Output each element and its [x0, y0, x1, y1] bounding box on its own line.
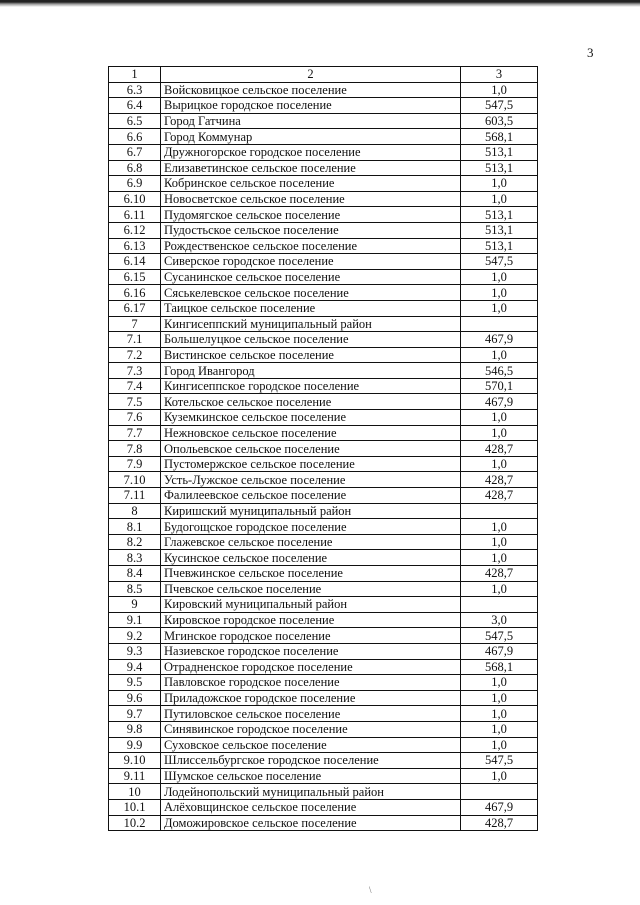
row-number-cell: 9	[109, 597, 161, 613]
table-row	[109, 597, 538, 613]
table-row	[109, 784, 538, 800]
header-col-1: 1	[109, 67, 161, 83]
row-name-cell: Фалилеевское сельское поселение	[161, 488, 461, 504]
row-number-cell: 8.3	[109, 550, 161, 566]
table-row	[109, 144, 538, 160]
row-value-cell: 467,9	[461, 799, 538, 815]
row-number-cell: 7.7	[109, 425, 161, 441]
row-number-cell: 6.3	[109, 82, 161, 98]
row-number-cell: 7.1	[109, 332, 161, 348]
row-value-cell: 513,1	[461, 207, 538, 223]
row-value-cell: 1,0	[461, 534, 538, 550]
row-value-cell: 1,0	[461, 269, 538, 285]
row-name-cell: Котельское сельское поселение	[161, 394, 461, 410]
row-number-cell: 7.3	[109, 363, 161, 379]
row-number-cell: 7.11	[109, 488, 161, 504]
row-number-cell: 9.10	[109, 753, 161, 769]
table-row	[109, 503, 538, 519]
row-value-cell: 1,0	[461, 285, 538, 301]
row-number-cell: 7.5	[109, 394, 161, 410]
row-value-cell: 513,1	[461, 222, 538, 238]
table-row	[109, 690, 538, 706]
row-number-cell: 6.8	[109, 160, 161, 176]
row-number-cell: 6.13	[109, 238, 161, 254]
table-row	[109, 82, 538, 98]
row-name-cell: Пчевское сельское поселение	[161, 581, 461, 597]
row-number-cell: 7.10	[109, 472, 161, 488]
row-number-cell: 6.14	[109, 254, 161, 270]
table-row	[109, 191, 538, 207]
table-row	[109, 410, 538, 426]
row-value-cell: 547,5	[461, 753, 538, 769]
row-value-cell: 428,7	[461, 488, 538, 504]
row-name-cell: Кировское городское поселение	[161, 612, 461, 628]
row-name-cell: Павловское городское поселение	[161, 675, 461, 691]
table-row	[109, 363, 538, 379]
row-number-cell: 7.6	[109, 410, 161, 426]
table-row	[109, 472, 538, 488]
row-name-cell: Город Гатчина	[161, 113, 461, 129]
row-value-cell: 513,1	[461, 160, 538, 176]
row-name-cell: Доможировское сельское поселение	[161, 815, 461, 831]
row-value-cell: 1,0	[461, 456, 538, 472]
row-number-cell: 6.7	[109, 144, 161, 160]
row-name-cell: Елизаветинское сельское поселение	[161, 160, 461, 176]
row-number-cell: 7.4	[109, 378, 161, 394]
row-name-cell: Вырицкое городское поселение	[161, 98, 461, 114]
row-name-cell: Кобринское сельское поселение	[161, 176, 461, 192]
row-name-cell: Глажевское сельское поселение	[161, 534, 461, 550]
row-name-cell: Будогощское городское поселение	[161, 519, 461, 535]
row-value-cell: 467,9	[461, 394, 538, 410]
header-col-3: 3	[461, 67, 538, 83]
row-name-cell: Сиверское городское поселение	[161, 254, 461, 270]
row-value-cell: 1,0	[461, 706, 538, 722]
row-value-cell: 1,0	[461, 721, 538, 737]
table-row	[109, 456, 538, 472]
row-number-cell: 9.7	[109, 706, 161, 722]
table-row	[109, 347, 538, 363]
table-row	[109, 394, 538, 410]
row-value-cell: 428,7	[461, 815, 538, 831]
row-number-cell: 6.15	[109, 269, 161, 285]
row-name-cell: Куземкинское сельское поселение	[161, 410, 461, 426]
row-name-cell: Алёховщинское сельское поселение	[161, 799, 461, 815]
row-name-cell: Город Коммунар	[161, 129, 461, 145]
table-row	[109, 643, 538, 659]
page-number: 3	[587, 45, 594, 60]
row-value-cell: 1,0	[461, 176, 538, 192]
table-row	[109, 285, 538, 301]
row-number-cell: 6.6	[109, 129, 161, 145]
row-name-cell: Город Ивангород	[161, 363, 461, 379]
row-number-cell: 8.4	[109, 566, 161, 582]
table-row	[109, 113, 538, 129]
row-name-cell: Лодейнопольский муниципальный район	[161, 784, 461, 800]
table-row	[109, 441, 538, 457]
row-number-cell: 7.8	[109, 441, 161, 457]
row-name-cell: Пчевжинское сельское поселение	[161, 566, 461, 582]
table-row	[109, 488, 538, 504]
row-value-cell: 1,0	[461, 581, 538, 597]
row-value-cell: 1,0	[461, 550, 538, 566]
row-number-cell: 7.2	[109, 347, 161, 363]
table-row	[109, 799, 538, 815]
table-row	[109, 737, 538, 753]
row-name-cell: Назиевское городское поселение	[161, 643, 461, 659]
row-number-cell: 10	[109, 784, 161, 800]
row-value-cell: 467,9	[461, 332, 538, 348]
table-row	[109, 425, 538, 441]
table-row	[109, 659, 538, 675]
table-row	[109, 238, 538, 254]
row-number-cell: 9.8	[109, 721, 161, 737]
table-row	[109, 566, 538, 582]
row-value-cell: 1,0	[461, 191, 538, 207]
row-name-cell: Усть-Лужское сельское поселение	[161, 472, 461, 488]
table-row	[109, 332, 538, 348]
header-col-2: 2	[161, 67, 461, 83]
row-name-cell: Дружногорское городское поселение	[161, 144, 461, 160]
table-row	[109, 207, 538, 223]
row-number-cell: 6.17	[109, 300, 161, 316]
row-number-cell: 6.9	[109, 176, 161, 192]
row-value-cell: 428,7	[461, 441, 538, 457]
row-value-cell: 1,0	[461, 347, 538, 363]
table-row	[109, 300, 538, 316]
row-value-cell	[461, 316, 538, 332]
row-name-cell: Кусинское сельское поселение	[161, 550, 461, 566]
row-value-cell: 1,0	[461, 410, 538, 426]
table-row	[109, 753, 538, 769]
row-number-cell: 9.5	[109, 675, 161, 691]
row-number-cell: 7	[109, 316, 161, 332]
table-row	[109, 581, 538, 597]
row-number-cell: 6.12	[109, 222, 161, 238]
row-name-cell: Синявинское городское поселение	[161, 721, 461, 737]
row-number-cell: 9.3	[109, 643, 161, 659]
row-name-cell: Новосветское сельское поселение	[161, 191, 461, 207]
allocation-table	[108, 66, 538, 831]
row-value-cell: 568,1	[461, 659, 538, 675]
row-number-cell: 6.16	[109, 285, 161, 301]
table-row	[109, 378, 538, 394]
table-row	[109, 534, 538, 550]
row-number-cell: 9.9	[109, 737, 161, 753]
table-body	[109, 67, 538, 831]
row-number-cell: 6.11	[109, 207, 161, 223]
row-name-cell: Сяськелевское сельское поселение	[161, 285, 461, 301]
row-value-cell	[461, 503, 538, 519]
table-row	[109, 628, 538, 644]
row-value-cell	[461, 597, 538, 613]
row-name-cell: Суховское сельское поселение	[161, 737, 461, 753]
row-name-cell: Пудостьское сельское поселение	[161, 222, 461, 238]
row-name-cell: Кировский муниципальный район	[161, 597, 461, 613]
row-value-cell: 1,0	[461, 300, 538, 316]
row-number-cell: 6.4	[109, 98, 161, 114]
row-number-cell: 9.11	[109, 768, 161, 784]
row-name-cell: Мгинское городское поселение	[161, 628, 461, 644]
row-name-cell: Большелуцкое сельское поселение	[161, 332, 461, 348]
row-value-cell: 546,5	[461, 363, 538, 379]
row-number-cell: 9.4	[109, 659, 161, 675]
row-name-cell: Кингисеппский муниципальный район	[161, 316, 461, 332]
table-row	[109, 706, 538, 722]
table-row	[109, 316, 538, 332]
row-name-cell: Сусанинское сельское поселение	[161, 269, 461, 285]
row-name-cell: Таицкое сельское поселение	[161, 300, 461, 316]
row-name-cell: Кингисеппское городское поселение	[161, 378, 461, 394]
row-value-cell: 547,5	[461, 98, 538, 114]
row-name-cell: Опольевское сельское поселение	[161, 441, 461, 457]
table-row	[109, 222, 538, 238]
row-name-cell: Приладожское городское поселение	[161, 690, 461, 706]
table-row	[109, 815, 538, 831]
row-number-cell: 9.1	[109, 612, 161, 628]
table-header-row	[109, 67, 538, 83]
table-row	[109, 254, 538, 270]
row-number-cell: 8.2	[109, 534, 161, 550]
row-name-cell: Войсковицкое сельское поселение	[161, 82, 461, 98]
row-value-cell: 1,0	[461, 675, 538, 691]
row-value-cell: 428,7	[461, 566, 538, 582]
row-value-cell: 1,0	[461, 425, 538, 441]
row-value-cell: 1,0	[461, 82, 538, 98]
row-name-cell: Путиловское сельское поселение	[161, 706, 461, 722]
row-number-cell: 9.2	[109, 628, 161, 644]
row-value-cell: 1,0	[461, 737, 538, 753]
row-number-cell: 8.5	[109, 581, 161, 597]
row-number-cell: 10.1	[109, 799, 161, 815]
row-value-cell: 1,0	[461, 768, 538, 784]
row-value-cell: 1,0	[461, 690, 538, 706]
table-row	[109, 176, 538, 192]
row-name-cell: Вистинское сельское поселение	[161, 347, 461, 363]
row-value-cell: 570,1	[461, 378, 538, 394]
row-name-cell: Рождественское сельское поселение	[161, 238, 461, 254]
row-value-cell: 547,5	[461, 254, 538, 270]
row-name-cell: Шумское сельское поселение	[161, 768, 461, 784]
row-value-cell: 428,7	[461, 472, 538, 488]
page-top-edge	[0, 0, 640, 7]
table-row	[109, 519, 538, 535]
table-row	[109, 129, 538, 145]
row-value-cell: 467,9	[461, 643, 538, 659]
table-row	[109, 675, 538, 691]
row-value-cell: 568,1	[461, 129, 538, 145]
row-name-cell: Нежновское сельское поселение	[161, 425, 461, 441]
row-number-cell: 7.9	[109, 456, 161, 472]
table-row	[109, 160, 538, 176]
row-name-cell: Пудомягское сельское поселение	[161, 207, 461, 223]
table-row	[109, 269, 538, 285]
table-row	[109, 768, 538, 784]
row-number-cell: 8.1	[109, 519, 161, 535]
row-name-cell: Пустомержское сельское поселение	[161, 456, 461, 472]
row-number-cell: 6.5	[109, 113, 161, 129]
row-value-cell: 513,1	[461, 238, 538, 254]
table-row	[109, 612, 538, 628]
row-value-cell: 513,1	[461, 144, 538, 160]
table-row	[109, 550, 538, 566]
scan-mark: \	[369, 885, 372, 895]
row-value-cell: 547,5	[461, 628, 538, 644]
row-number-cell: 10.2	[109, 815, 161, 831]
row-value-cell: 1,0	[461, 519, 538, 535]
row-name-cell: Отрадненское городское поселение	[161, 659, 461, 675]
row-value-cell: 3,0	[461, 612, 538, 628]
row-number-cell: 6.10	[109, 191, 161, 207]
row-value-cell: 603,5	[461, 113, 538, 129]
table-row	[109, 721, 538, 737]
row-value-cell	[461, 784, 538, 800]
row-name-cell: Киришский муниципальный район	[161, 503, 461, 519]
row-number-cell: 8	[109, 503, 161, 519]
row-number-cell: 9.6	[109, 690, 161, 706]
row-name-cell: Шлиссельбургское городское поселение	[161, 753, 461, 769]
table-row	[109, 98, 538, 114]
